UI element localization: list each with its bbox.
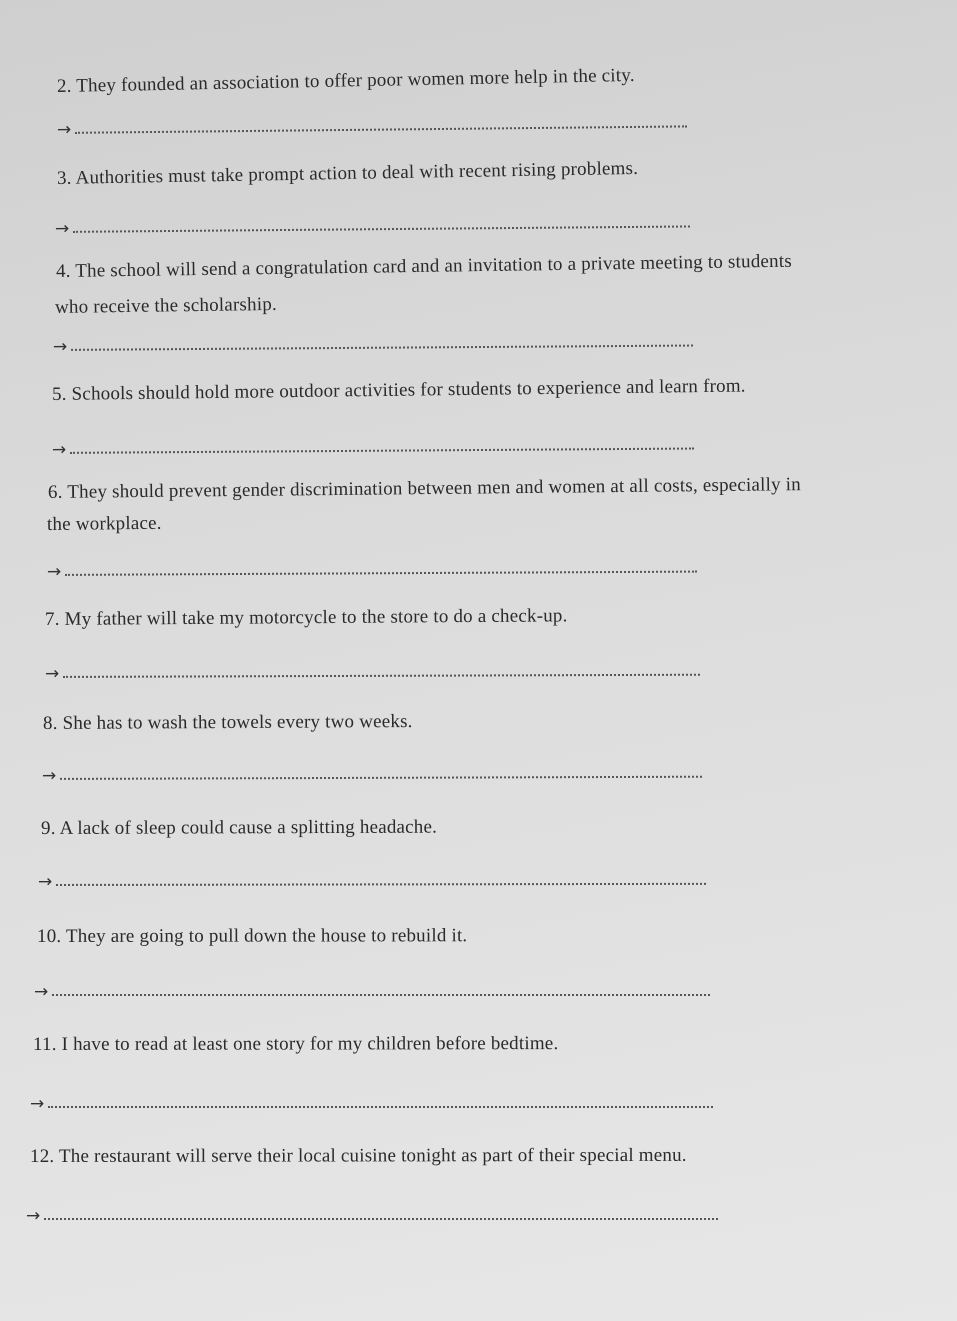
answer-line-4[interactable] (53, 333, 693, 357)
arrow-icon: → (30, 1094, 45, 1114)
answer-line-9[interactable] (38, 871, 706, 892)
question-7: 7. My father will take my motorcycle to the store to do a check-up. (44, 605, 568, 630)
question-4: 4. The school will send a congratulation card and an invitation to a private meeting to students (55, 250, 792, 282)
dotted-answer-blank (73, 225, 690, 232)
arrow-icon: → (26, 1206, 41, 1226)
arrow-icon: → (44, 663, 60, 684)
question-11: 11. I have to read at least one story for my children before bedtime. (32, 1033, 559, 1055)
question-6: 6. They should prevent gender discrimination between men and women at all costs, especially in (47, 474, 801, 503)
dotted-answer-blank (71, 345, 693, 351)
answer-line-12[interactable] (26, 1206, 718, 1226)
dotted-answer-blank (60, 776, 702, 780)
arrow-icon: → (52, 336, 68, 357)
question-4-continued: who receive the scholarship. (54, 293, 278, 318)
arrow-icon: → (56, 119, 72, 140)
dotted-answer-blank (56, 883, 706, 886)
answer-line-7[interactable] (45, 662, 700, 684)
question-8: 8. She has to wash the towels every two weeks. (42, 711, 413, 734)
question-2: 2. They founded an association to offer poor women more help in the city. (56, 64, 635, 97)
dotted-answer-blank (48, 1106, 713, 1108)
question-9: 9. A lack of sleep could cause a splitting headache. (40, 816, 438, 839)
question-12: 12. The restaurant will serve their local cuisine tonight as part of their special menu. (29, 1144, 687, 1167)
dotted-answer-blank (52, 994, 710, 996)
question-6-continued: the workplace. (46, 512, 162, 535)
dotted-answer-blank (63, 674, 700, 678)
arrow-icon: → (37, 871, 53, 892)
answer-line-10[interactable] (34, 982, 710, 1002)
answer-line-11[interactable] (30, 1094, 713, 1114)
question-10: 10. They are going to pull down the house to rebuild it. (36, 925, 468, 947)
dotted-answer-blank (65, 571, 697, 576)
answer-line-6[interactable] (47, 559, 697, 582)
answer-line-3[interactable] (55, 213, 690, 239)
dotted-answer-blank (75, 125, 687, 133)
answer-line-5[interactable] (52, 436, 694, 460)
arrow-icon: → (51, 439, 67, 460)
question-5: 5. Schools should hold more outdoor activities for students to experience and learn from. (51, 375, 746, 405)
answer-line-8[interactable] (42, 764, 702, 786)
answer-line-2[interactable] (57, 113, 687, 140)
dotted-answer-blank (44, 1218, 718, 1220)
question-3: 3. Authorities must take prompt action to deal with recent rising problems. (56, 157, 639, 189)
arrow-icon: → (41, 765, 57, 786)
dotted-answer-blank (70, 448, 694, 454)
arrow-icon: → (54, 218, 70, 239)
arrow-icon: → (46, 561, 62, 582)
arrow-icon: → (34, 982, 49, 1002)
